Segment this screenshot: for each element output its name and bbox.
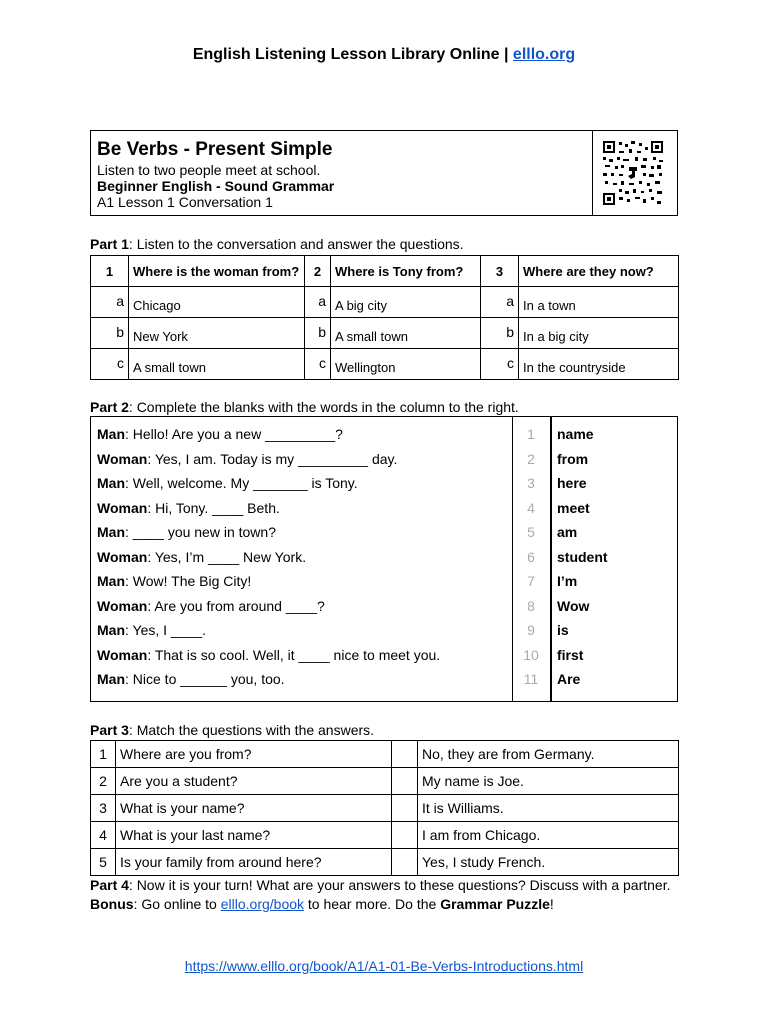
dialogue-text: : Nice to ______ you, too.: [125, 671, 285, 687]
dialogue-text: : ____ you new in town?: [125, 524, 276, 540]
word-bank-item: here: [557, 475, 587, 491]
word-bank-item: Are: [557, 671, 581, 687]
speaker-name: Man: [97, 622, 125, 638]
header-divider: [592, 131, 593, 215]
bonus-line: [90, 896, 554, 912]
word-bank-item: name: [557, 426, 594, 442]
question-number: 3: [481, 256, 519, 287]
word-bank-item: student: [557, 549, 608, 565]
option-answer: In a town: [519, 287, 679, 318]
speaker-name: Woman: [97, 500, 148, 516]
lesson-header-box: [90, 130, 678, 216]
option-letter: b: [305, 318, 331, 349]
match-answer: No, they are from Germany.: [418, 741, 679, 768]
part3-heading: [90, 722, 374, 738]
lesson-description: Listen to two people meet at school.: [97, 162, 321, 178]
blank-number: 3: [527, 475, 535, 491]
site-link[interactable]: elllo.org: [512, 46, 576, 63]
part2-heading: [90, 399, 519, 415]
table-row: [91, 795, 679, 822]
dialogue-text: : Are you from around ____?: [147, 598, 325, 614]
site-title: [0, 46, 768, 64]
answer-blank[interactable]: [392, 741, 418, 768]
row-number: 3: [91, 795, 116, 822]
lesson-number: A1 Lesson 1 Conversation 1: [97, 194, 273, 210]
part3-table: [90, 740, 679, 876]
blank-number: 6: [527, 549, 535, 565]
option-letter: b: [91, 318, 129, 349]
word-bank-item: Wow: [557, 598, 590, 614]
part1-table: [90, 255, 679, 380]
table-row: [91, 822, 679, 849]
match-question: Is your family from around here?: [116, 849, 392, 876]
blank-number: 7: [527, 573, 535, 589]
table-row: [91, 741, 679, 768]
dialogue-text: : Yes, I am. Today is my _________ day.: [147, 451, 398, 467]
part4-line: [90, 877, 671, 893]
answer-blank[interactable]: [392, 822, 418, 849]
dialogue-line: [97, 426, 343, 442]
word-bank-item: first: [557, 647, 584, 663]
speaker-name: Woman: [97, 598, 148, 614]
match-question: What is your name?: [116, 795, 392, 822]
option-answer: A small town: [129, 349, 305, 380]
part4-instruction: : Now it is your turn! What are your answers to these questions? Discuss with a partner.: [128, 877, 671, 893]
option-answer: In a big city: [519, 318, 679, 349]
word-bank-item: meet: [557, 500, 590, 516]
dialogue-line: [97, 622, 206, 638]
option-answer: Chicago: [129, 287, 305, 318]
speaker-name: Man: [97, 524, 125, 540]
blank-number: 2: [527, 451, 535, 467]
footer: [0, 958, 768, 974]
question-text: Where are they now?: [519, 256, 679, 287]
speaker-name: Woman: [97, 451, 148, 467]
word-bank-item: am: [557, 524, 578, 540]
lesson-title: Be Verbs - Present Simple: [97, 139, 333, 160]
option-letter: a: [91, 287, 129, 318]
question-text: Where is Tony from?: [331, 256, 481, 287]
question-number: 2: [305, 256, 331, 287]
word-bank-item: is: [557, 622, 569, 638]
match-question: Where are you from?: [116, 741, 392, 768]
word-bank-item: I’m: [557, 573, 578, 589]
part1-heading: [90, 236, 464, 252]
speaker-name: Man: [97, 573, 125, 589]
book-link[interactable]: elllo.org/book: [220, 896, 305, 912]
speaker-name: Woman: [97, 647, 148, 663]
speaker-name: Man: [97, 475, 125, 491]
part2-instruction: : Complete the blanks with the words in the column to the right.: [128, 399, 519, 415]
answer-blank[interactable]: [392, 768, 418, 795]
speaker-name: Woman: [97, 549, 148, 565]
option-answer: Wellington: [331, 349, 481, 380]
match-question: Are you a student?: [116, 768, 392, 795]
option-answer: New York: [129, 318, 305, 349]
table-row: [91, 768, 679, 795]
row-number: 5: [91, 849, 116, 876]
speaker-name: Man: [97, 426, 125, 442]
part1-instruction: : Listen to the conversation and answer the questions.: [128, 236, 464, 252]
option-letter: c: [91, 349, 129, 380]
match-answer: I am from Chicago.: [418, 822, 679, 849]
part2-label: Part 2: [90, 399, 129, 415]
blank-number: 4: [527, 500, 535, 516]
dialogue-line: [97, 549, 306, 565]
part2-dialogue-box: [90, 416, 678, 702]
dialogue-line: [97, 524, 276, 540]
part1-label: Part 1: [90, 236, 129, 252]
dialogue-text: : Hello! Are you a new _________?: [125, 426, 343, 442]
dialogue-line: [97, 598, 325, 614]
grammar-puzzle-text: Grammar Puzzle: [440, 896, 550, 912]
blank-number: 8: [527, 598, 535, 614]
word-bank-item: from: [557, 451, 589, 467]
option-answer: In the countryside: [519, 349, 679, 380]
question-text: Where is the woman from?: [129, 256, 305, 287]
qr-code-icon: [601, 139, 665, 207]
blank-number: 11: [523, 671, 539, 687]
part4-label: Part 4: [90, 877, 129, 893]
bonus-text: : Go online to: [133, 896, 221, 912]
lesson-url-link[interactable]: https://www.elllo.org/book/A1/A1-01-Be-Verbs-Introductions.html: [184, 958, 584, 974]
match-answer: It is Williams.: [418, 795, 679, 822]
dialogue-line: [97, 451, 397, 467]
dialogue-line: [97, 573, 251, 589]
part3-instruction: : Match the questions with the answers.: [128, 722, 375, 738]
lesson-level: Beginner English - Sound Grammar: [97, 178, 335, 194]
dialogue-text: : Yes, I ____.: [125, 622, 206, 638]
blank-number: 1: [527, 426, 535, 442]
answer-blank[interactable]: [392, 795, 418, 822]
answer-blank[interactable]: [392, 849, 418, 876]
option-letter: c: [305, 349, 331, 380]
table-row: [91, 849, 679, 876]
dialogue-text: : Hi, Tony. ____ Beth.: [147, 500, 280, 516]
match-question: What is your last name?: [116, 822, 392, 849]
option-letter: b: [481, 318, 519, 349]
option-answer: A big city: [331, 287, 481, 318]
match-answer: Yes, I study French.: [418, 849, 679, 876]
match-answer: My name is Joe.: [418, 768, 679, 795]
column-divider: [550, 417, 552, 701]
row-number: 1: [91, 741, 116, 768]
dialogue-text: : That is so cool. Well, it ____ nice to meet you.: [147, 647, 441, 663]
dialogue-text: : Wow! The Big City!: [125, 573, 252, 589]
blank-number: 9: [527, 622, 535, 638]
bonus-label: Bonus: [90, 896, 134, 912]
blank-number: 5: [527, 524, 535, 540]
dialogue-text: : Well, welcome. My _______ is Tony.: [125, 475, 358, 491]
option-letter: a: [305, 287, 331, 318]
dialogue-line: [97, 475, 358, 491]
dialogue-text: : Yes, I’m ____ New York.: [147, 549, 307, 565]
option-answer: A small town: [331, 318, 481, 349]
bonus-text: to hear more. Do the: [304, 896, 441, 912]
row-number: 4: [91, 822, 116, 849]
dialogue-line: [97, 671, 285, 687]
blank-number: 10: [523, 647, 539, 663]
dialogue-line: [97, 500, 280, 516]
bonus-text: !: [549, 896, 554, 912]
option-letter: a: [481, 287, 519, 318]
speaker-name: Man: [97, 671, 125, 687]
dialogue-line: [97, 647, 440, 663]
part3-label: Part 3: [90, 722, 129, 738]
row-number: 2: [91, 768, 116, 795]
option-letter: c: [481, 349, 519, 380]
question-number: 1: [91, 256, 129, 287]
site-title-text: English Listening Lesson Library Online |: [192, 46, 509, 63]
